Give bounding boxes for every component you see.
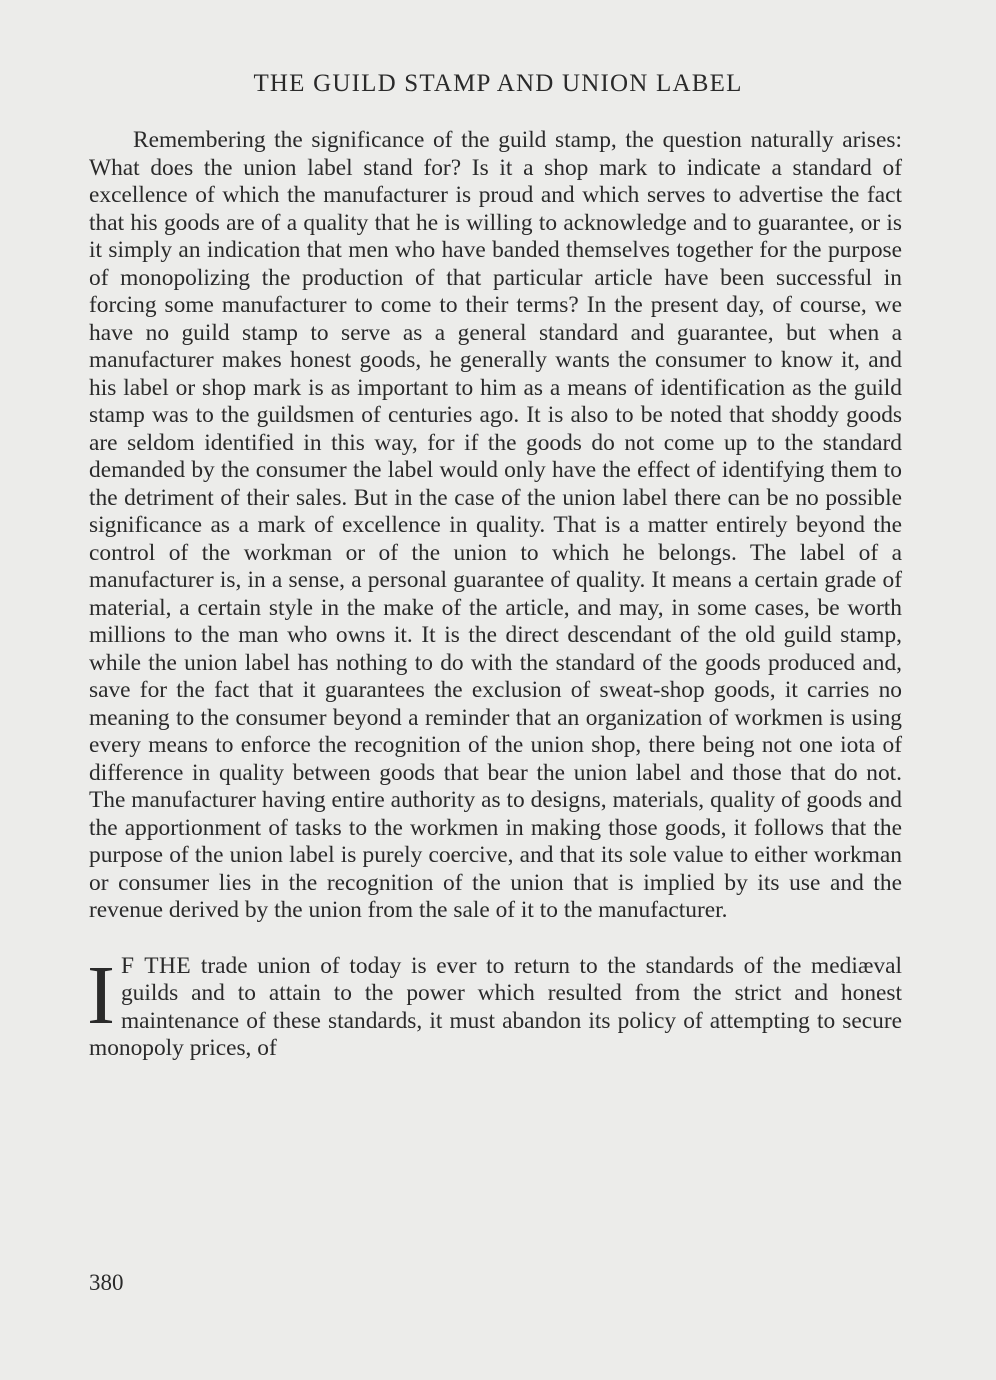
paragraph-trade-union — [87, 948, 902, 1063]
paragraph-body: trade union of today is ever to return to the standards of the mediæval guilds and to attain to the power which resulted from the strict and honest maintenance of these standards, it must abandon its policy of attempting to secure monopoly prices, of — [89, 952, 902, 1061]
running-title: THE GUILD STAMP AND UNION LABEL — [253, 70, 743, 97]
body-text — [89, 127, 902, 1063]
paragraph-union-label: Remembering the significance of the guild stamp, the question naturally arises: What does the union label stand for? Is it a shop mark to indicate a standard of excellence of which the manufacturer is proud and which serves to advertise the fact that his goods are of a quality that he is willing to acknowledge and to guarantee, or is it simply an indication that men who have banded themselves together for the purpose of monopolizing the production of that particular article have been successful in forcing some manufacturer to come to their terms? In the present day, of course, we have no guild stamp to serve as a general standard and guarantee, but when a manufacturer makes honest goods, he generally wants the consumer to know it, and his label or shop mark is as important to him as a means of identification as the guild stamp was to the guildsmen of centuries ago. It is also to be noted that shoddy goods are seldom identified in this way, for if the goods do not come up to the standard demanded by the consumer the label would only have the effect of identifying them to the detriment of their sales. But in the case of the union label there can be no possible significance as a mark of excellence in quality. That is a matter entirely beyond the control of the workman or of the union to which he belongs. The label of a manufacturer is, in a sense, a personal guarantee of quality. It means a certain grade of material, a certain style in the make of the article, and may, in some cases, be worth millions to the man who owns it. It is the direct descendant of the old guild stamp, while the union label has nothing to do with the standard of the goods produced and, save for the fact that it guarantees the exclusion of sweat-shop goods, it carries no meaning to the consumer beyond a reminder that an organization of workmen is using every means to enforce the recognition of the union shop, there being not one iota of difference in quality between goods that bear the union label and those that do not. The manufacturer having entire authority as to designs, materials, quality of goods and the apportionment of tasks to the workmen in making those goods, it follows that the purpose of the union label is purely coercive, and that its sole value to either workman or consumer lies in the recognition of the union that is implied by its use and the revenue derived by the union from the sale of it to the manufacturer. — [89, 127, 902, 923]
page-number: 380 — [89, 1270, 124, 1295]
drop-cap: I — [87, 948, 115, 1042]
paragraph-lead-in: F THE — [120, 952, 192, 979]
